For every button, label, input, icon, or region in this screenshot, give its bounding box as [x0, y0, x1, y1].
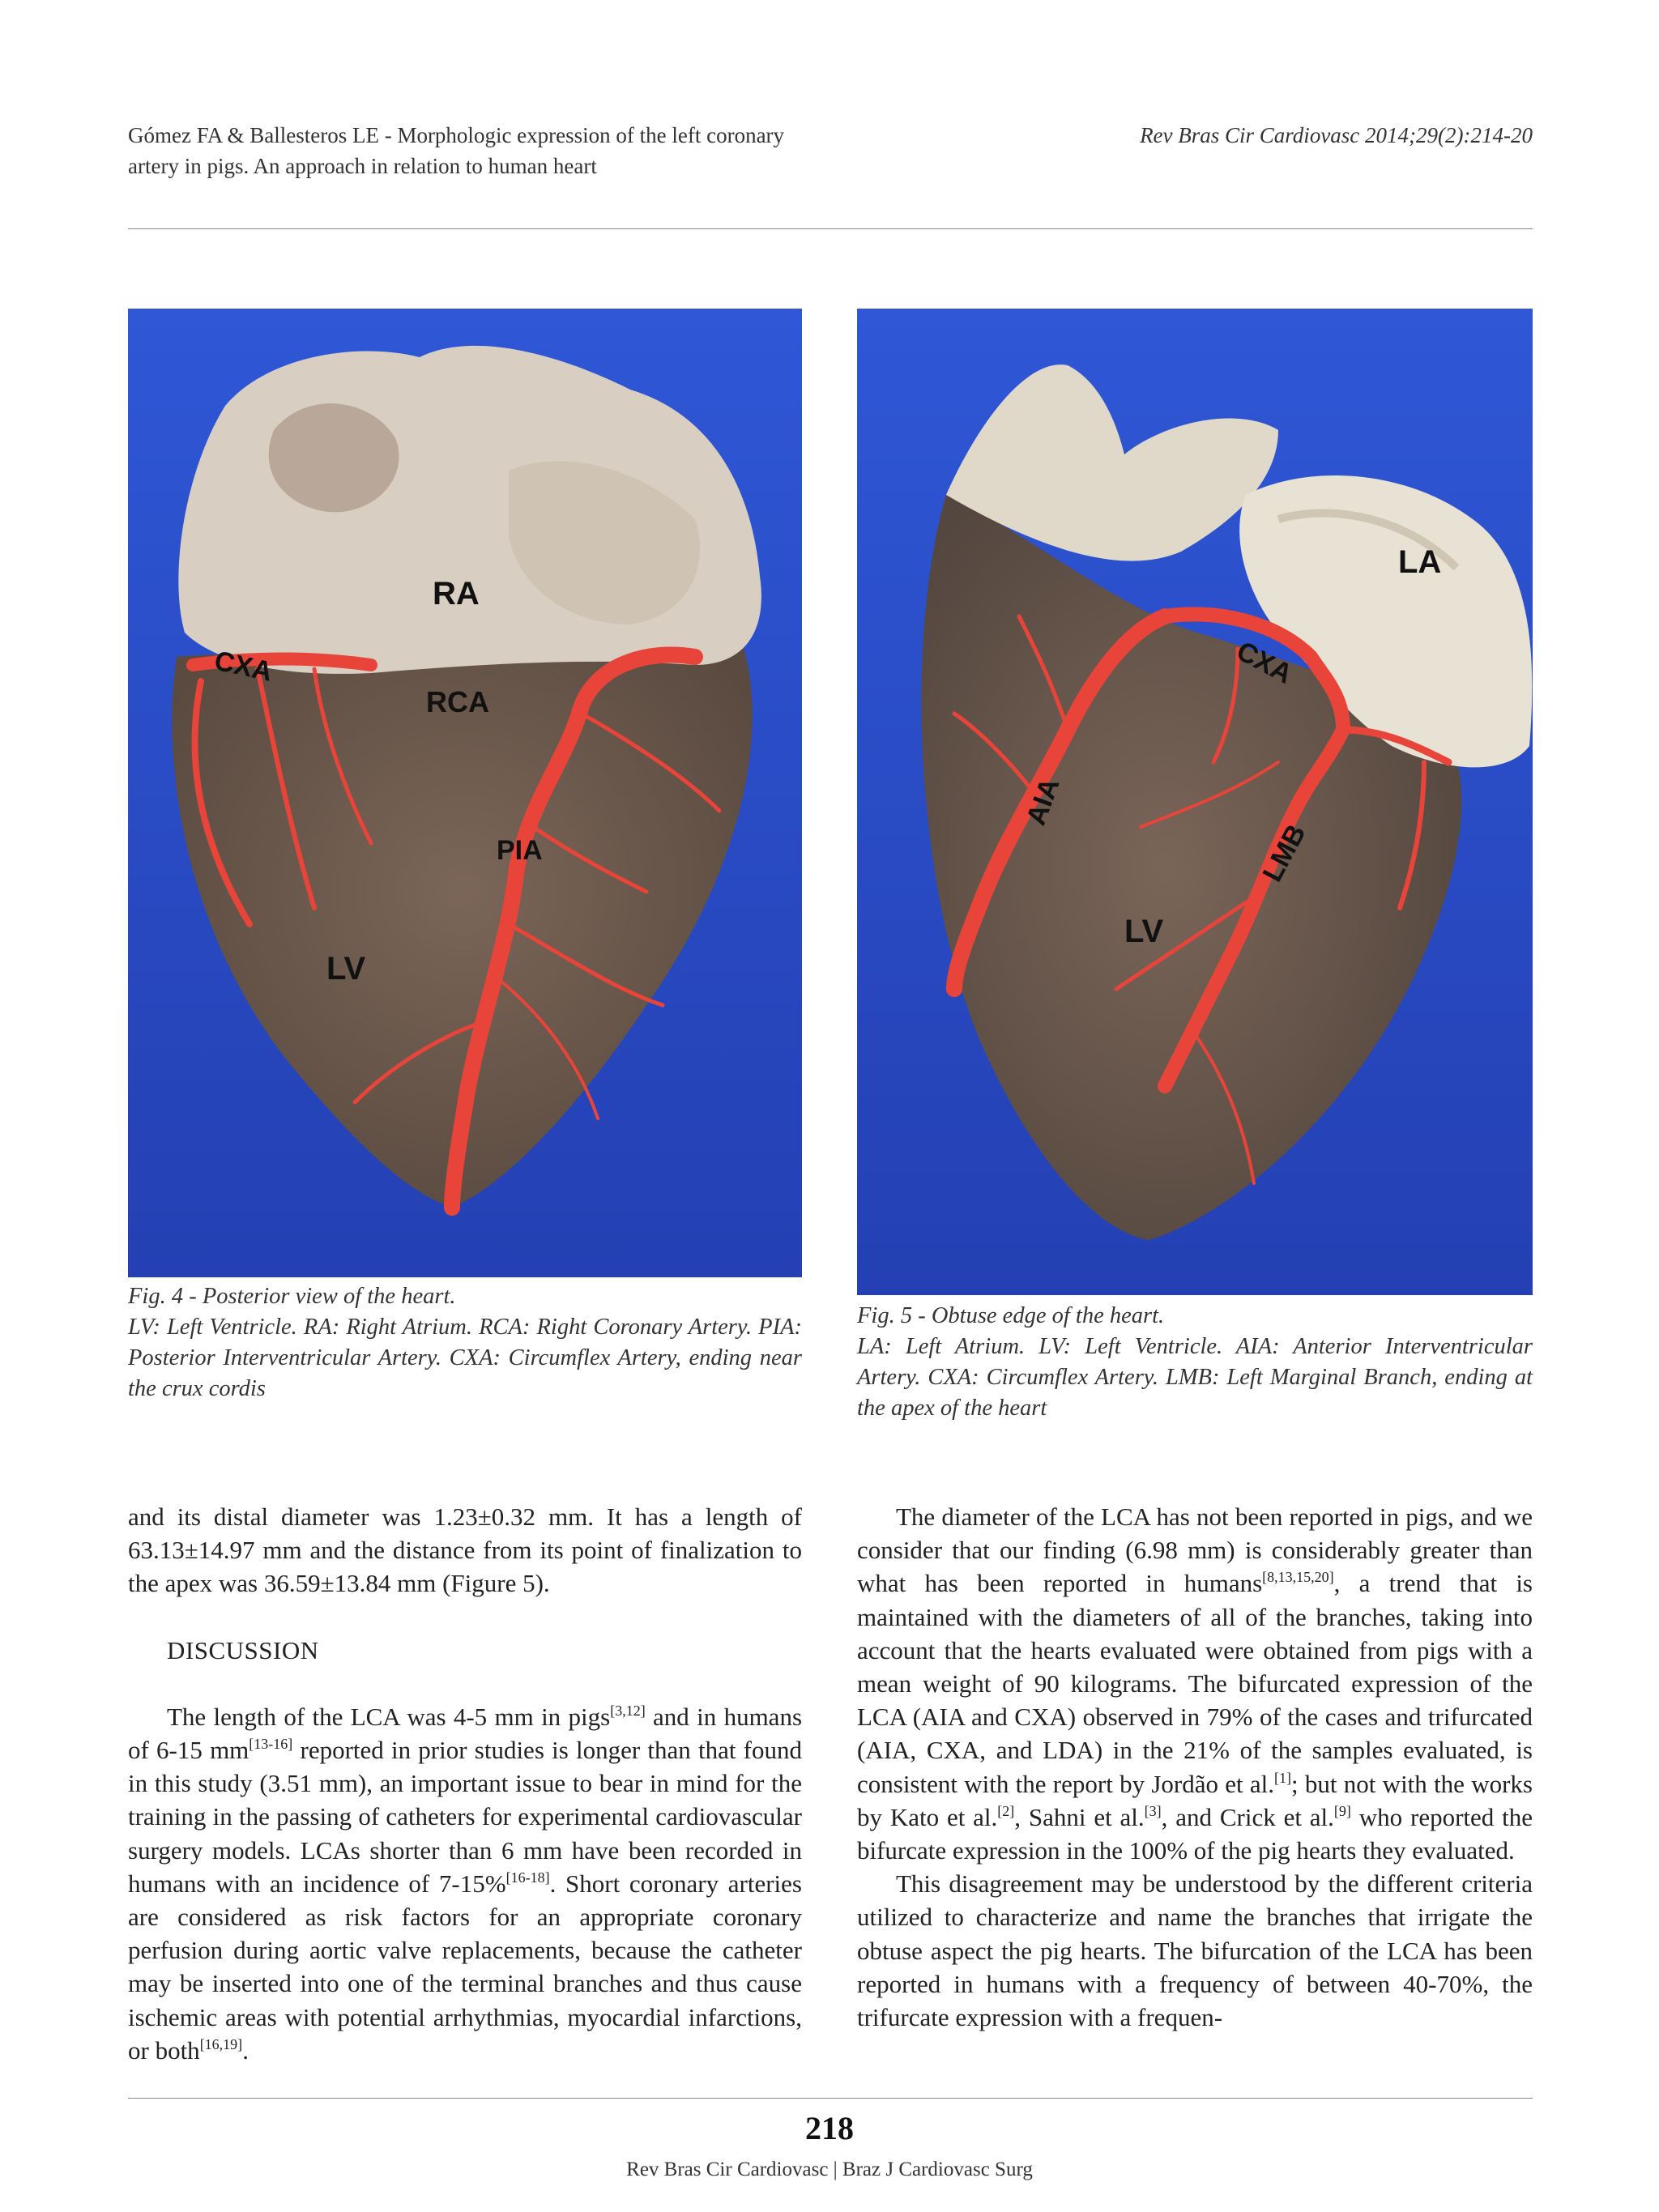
citation-ref: [1] — [1274, 1769, 1292, 1786]
journal-footer: Rev Bras Cir Cardiovasc | Braz J Cardiovasc Surg — [626, 2159, 1033, 2180]
figure-4-caption — [128, 1281, 802, 1404]
figure-5-caption — [857, 1301, 1533, 1424]
left-text-column — [128, 1500, 802, 2067]
header-line-2: artery in pigs. An approach in relation to human heart — [128, 154, 597, 178]
citation-ref: [9] — [1333, 1802, 1351, 1819]
right-paragraph-2: This disagreement may be understood by the different criteria utilized to characterize and name the branches that irrigate the obtuse aspect the pig hearts. The bifurcation of the LCA has been reported in humans with a frequency of between 40-70%, the trifurcate expression with a frequen- — [857, 1869, 1533, 2032]
header-rule — [128, 228, 1533, 229]
citation-ref: [3] — [1144, 1802, 1162, 1819]
citation-ref: [3,12] — [610, 1702, 646, 1719]
running-header-citation: Rev Bras Cir Cardiovasc 2014;29(2):214-20 — [1140, 123, 1533, 147]
running-header-authors — [128, 120, 857, 181]
fig4-label-ra: RA — [433, 576, 480, 612]
figure-5-photo — [857, 309, 1533, 1295]
fig5-label-la: LA — [1398, 544, 1442, 580]
figure-5-caption-title: Fig. 5 - Obtuse edge of the heart. — [857, 1303, 1165, 1328]
fig5-label-aia: AIA — [1020, 774, 1066, 829]
section-heading-discussion: DISCUSSION — [167, 1635, 319, 1664]
figure-4-photo — [128, 309, 802, 1277]
header-line-1: Gómez FA & Ballesteros LE - Morphologic expression of the left coronary — [128, 123, 785, 147]
fig5-label-cxa: CXA — [1231, 635, 1298, 690]
figure-4-caption-text: LV: Left Ventricle. RA: Right Atrium. RCA: Right Coronary Artery. PIA: Posterior Interventricular Artery. CXA: Circumflex Artery, ending near the crux cordis — [128, 1315, 802, 1401]
footer-rule — [128, 2098, 1533, 2099]
figure-5-caption-text: LA: Left Atrium. LV: Left Ventricle. AIA: Anterior Interventricular Artery. CXA: Circumflex Artery. LMB: Left Marginal Branch, ending at the apex of the heart — [857, 1334, 1533, 1421]
fig5-label-lmb: LMB — [1256, 819, 1312, 887]
right-text-column — [857, 1500, 1533, 2034]
fig4-label-cxa: CXA — [211, 645, 275, 688]
right-paragraph-1: The diameter of the LCA has not been reported in pigs, and we consider that our finding (6.98 mm) is considerably greater than what has been reported in humans[8,13,15,20], a trend that is maintained with the diameters of all of the branches, taking into account that the hearts evaluated were obtained from pigs with a mean weight of 90 kilograms. The bifurcated expression of the LCA (AIA and CXA) observed in 79% of the cases and trifurcated (AIA, CXA, and LDA) in the 21% of the samples evaluated, is consistent with the report by Jordão et al.[1]; but not with the works by Kato et al.[2], Sahni et al.[3], and Crick et al.[9] who reported the bifurcate expression in the 100% of the pig hearts they evaluated. — [857, 1502, 1533, 1865]
fig4-label-lv: LV — [326, 951, 366, 987]
page-number: 218 — [805, 2110, 854, 2146]
citation-ref: [13-16] — [249, 1736, 293, 1753]
left-paragraph-1: and its distal diameter was 1.23±0.32 mm. It has a length of 63.13±14.97 mm and the distance from its point of finalization to the apex was 36.59±13.84 mm (Figure 5). — [128, 1502, 802, 1598]
fig4-label-pia: PIA — [497, 835, 543, 866]
citation-ref: [2] — [997, 1802, 1015, 1819]
figure-4-caption-title: Fig. 4 - Posterior view of the heart. — [128, 1284, 456, 1309]
fig4-label-rca: RCA — [426, 685, 489, 718]
citation-ref: [16,19] — [199, 2035, 243, 2052]
left-paragraph-2: The length of the LCA was 4-5 mm in pigs[3,12] and in humans of 6-15 mm[13-16] reported in prior studies is longer than that found in this study (3.51 mm), an important issue to bear in mind for the training in the passing of catheters for experimental cardiovascular surgery models. LCAs shorter than 6 mm have been recorded in humans with an incidence of 7-15%[16-18]. Short coronary arteries are considered as risk factors for an appropriate coronary perfusion during aortic valve replacements, because the catheter may be inserted into one of the terminal branches and thus cause ischemic areas with potential arrhythmias, myocardial infarctions, or both[16,19]. — [128, 1702, 803, 2065]
fig5-label-lv: LV — [1124, 914, 1164, 949]
figure-5-illustration — [857, 309, 1533, 1295]
citation-ref: [16-18] — [505, 1869, 550, 1886]
figure-4-illustration — [128, 309, 802, 1277]
citation-ref: [8,13,15,20] — [1262, 1569, 1334, 1586]
